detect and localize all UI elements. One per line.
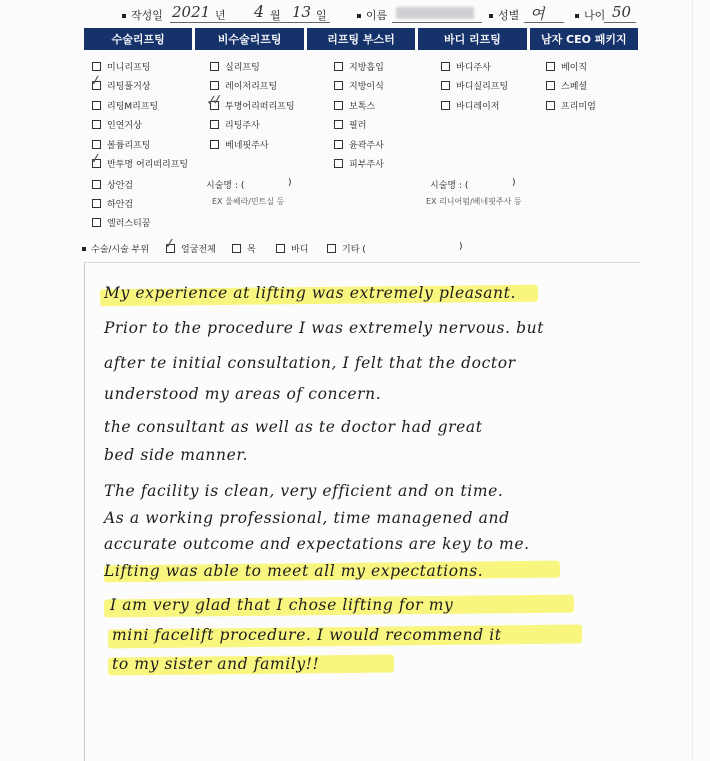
checkbox-checked — [162, 235, 177, 253]
review-line: As a working professional, time managened and — [104, 509, 510, 527]
day-value: 13 — [292, 3, 312, 21]
handwritten-check-icon: ✓ — [88, 150, 103, 168]
age-underline — [604, 22, 636, 23]
checkbox — [210, 120, 219, 129]
checkbox — [92, 62, 101, 71]
review-line: The facility is clean, very efficient and on time. — [104, 482, 504, 500]
option-mini-lifting: 미니리프팅 — [92, 60, 150, 73]
month-value: 4 — [254, 2, 265, 21]
checkbox-checked — [88, 72, 103, 90]
month-unit: 월 — [270, 9, 281, 22]
review-line: bed side manner. — [104, 446, 249, 464]
review-line: My experience at lifting was extremely pleasant. — [104, 284, 516, 302]
checkbox — [92, 218, 101, 227]
option-premium: 프리미엄 — [546, 99, 596, 112]
option-benefit-injection: 베네핏주사 — [210, 138, 268, 151]
checkbox — [334, 120, 343, 129]
checkbox — [232, 244, 241, 253]
year-value: 2021 — [172, 3, 211, 21]
year-unit: 년 — [215, 9, 226, 22]
checkbox — [546, 101, 555, 110]
age-value: 50 — [612, 3, 632, 21]
option-full-facelift: ✓ 리팅풀거상 — [88, 72, 151, 92]
review-line: the consultant as well as te doctor had great — [104, 418, 483, 436]
procedure-name-left-note: EX 울쎄라/민트실 등 — [212, 197, 285, 206]
procedure-name-right-label: 시술명 : ( — [430, 181, 469, 191]
review-line: understood my areas of concern. — [104, 385, 382, 403]
review-line: Lifting was able to meet all my expectations. — [104, 562, 484, 580]
checkbox — [92, 199, 101, 208]
tab-surgical-lifting: 수술리프팅 — [84, 28, 192, 50]
area-other-close: ) — [459, 242, 463, 252]
scan-edge-line — [692, 0, 693, 760]
option-translucent-lifting: ✓ 반투명 어리떠리프팅 — [88, 150, 189, 170]
area-option-body: 바디 — [276, 242, 308, 255]
checkbox — [327, 244, 336, 253]
review-line: after te initial consultation, I felt that the doctor — [104, 354, 516, 372]
handwritten-check-icon: ✓✓ — [204, 92, 219, 110]
option-body-thread-lifting: 바디실리프팅 — [441, 79, 508, 92]
option-elasti: 엘러스티꿈 — [92, 216, 150, 229]
age-field-label: 나이 — [575, 7, 605, 23]
redacted-name — [396, 7, 474, 19]
name-underline — [392, 22, 482, 23]
option-basic: 베이직 — [546, 60, 587, 73]
checkbox-checked — [88, 150, 103, 168]
checkbox — [210, 140, 219, 149]
checkbox — [441, 81, 450, 90]
review-line: Prior to the procedure I was extremely nervous. but — [104, 319, 545, 337]
review-line: I am very glad that I chose lifting for my — [110, 596, 454, 614]
checkbox-checked — [204, 92, 219, 110]
option-contour-injection: 윤곽주사 — [334, 138, 384, 151]
procedure-name-right-note: EX 리니어펌/베네핏주사 등 — [426, 197, 522, 206]
procedure-name-left-label: 시술명 : ( — [206, 181, 245, 191]
area-option-neck: 목 — [232, 242, 256, 255]
checkbox — [546, 62, 555, 71]
checkbox — [92, 120, 101, 129]
day-unit: 일 — [316, 9, 327, 22]
handwritten-check-icon: ✓ — [162, 235, 177, 253]
checkbox — [334, 159, 343, 168]
option-upper-eyelid: 상안검 — [92, 178, 133, 191]
option-special: 스페셜 — [546, 79, 587, 92]
checkbox — [546, 81, 555, 90]
category-tab-bar — [84, 28, 638, 50]
checkbox — [210, 62, 219, 71]
area-option-full-face: ✓ 얼굴전체 — [162, 235, 216, 255]
date-field-label: 작성일 — [122, 7, 163, 23]
checkbox — [441, 62, 450, 71]
gender-field-label: 성별 — [489, 7, 519, 23]
checkbox — [92, 140, 101, 149]
checkbox — [210, 81, 219, 90]
gender-value: 여 — [530, 5, 545, 23]
option-botox: 보톡스 — [334, 99, 375, 112]
review-line: to my sister and family!! — [112, 655, 320, 673]
review-line: accurate outcome and expectations are key to me. — [104, 535, 530, 553]
date-underline — [170, 22, 330, 23]
name-field-label: 이름 — [357, 7, 387, 23]
option-lifting-injection: 리팅주사 — [210, 118, 260, 131]
option-skin-injection: 피부주사 — [334, 157, 384, 170]
option-body-injection: 바디주사 — [441, 60, 491, 73]
area-option-other: 기타 ( — [327, 242, 366, 255]
option-clear-lifting: ✓✓ 투명어리떠리프팅 — [204, 92, 295, 112]
review-line: mini facelift procedure. I would recommend it — [112, 626, 502, 644]
option-filler: 필러 — [334, 118, 366, 131]
procedure-name-right-close: ) — [512, 178, 516, 188]
option-fat-graft: 지방이식 — [334, 79, 384, 92]
option-m-lifting: 리팅M리프팅 — [92, 99, 158, 112]
option-facelift: 인연거상 — [92, 118, 142, 131]
gender-underline — [524, 22, 564, 23]
checkbox — [441, 101, 450, 110]
option-thread-lifting: 실리프팅 — [210, 60, 260, 73]
treatment-area-label: 수술/시술 부위 — [82, 242, 149, 255]
checkbox — [334, 101, 343, 110]
procedure-name-left-close: ) — [288, 178, 292, 188]
handwritten-check-icon: ✓ — [88, 72, 103, 90]
option-body-laser: 바디레이저 — [441, 99, 499, 112]
checkbox — [334, 81, 343, 90]
tab-lifting-booster: 리프팅 부스터 — [307, 28, 415, 50]
tab-men-ceo-package: 남자 CEO 패키지 — [530, 28, 638, 50]
checkbox — [92, 180, 101, 189]
checkbox — [276, 244, 285, 253]
option-laser-lifting: 레이저리프팅 — [210, 79, 277, 92]
option-volume-lifting: 볼륨리프팅 — [92, 138, 150, 151]
tab-body-lifting: 바디 리프팅 — [418, 28, 526, 50]
checkbox — [334, 140, 343, 149]
checkbox — [92, 101, 101, 110]
option-lower-eyelid: 하안검 — [92, 197, 133, 210]
checkbox — [334, 62, 343, 71]
option-liposuction: 지방흡입 — [334, 60, 384, 73]
tab-non-surgical-lifting: 비수술리프팅 — [195, 28, 303, 50]
